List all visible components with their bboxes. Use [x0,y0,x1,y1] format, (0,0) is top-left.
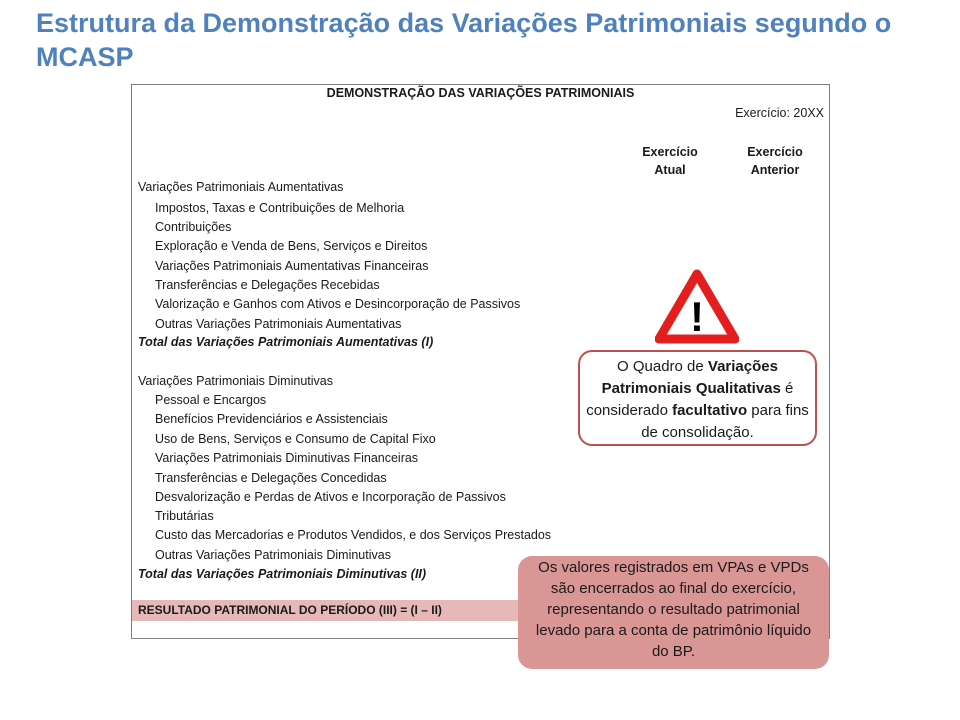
vpa-total-row: Total das Variações Patrimoniais Aumentativas (I) [138,335,434,349]
vpa-row: Transferências e Delegações Recebidas [155,278,380,292]
result-label: RESULTADO PATRIMONIAL DO PERÍODO (III) = (I – II) [138,603,442,617]
vpd-total-row: Total das Variações Patrimoniais Diminutivas (II) [138,567,427,581]
vpd-row: Custo das Mercadorias e Produtos Vendidos, e dos Serviços Prestados [155,528,552,542]
column-header-previous [730,143,820,179]
vpd-row: Transferências e Delegações Concedidas [155,471,387,485]
result-row [132,600,544,621]
vpa-row: Variações Patrimoniais Aumentativas Financeiras [155,259,429,273]
vpd-row: Uso de Bens, Serviços e Consumo de Capital Fixo [155,432,436,446]
callout-closing-note: Os valores registrados em VPAs e VPDs são encerrados ao final do exercício, representando o resultado patrimonial levado para a conta de patrimônio líquido do BP. [518,556,829,669]
column-header-current-line2: Atual [654,163,686,177]
vpd-row: Benefícios Previdenciários e Assistenciais [155,412,388,426]
vpa-section-header: Variações Patrimoniais Aumentativas [138,180,344,194]
warning-symbol: ! [690,293,704,340]
callout-qualitative-text-4: facultativo [672,402,748,419]
callout-qualitative-text-1: O Quadro de [617,358,708,375]
exercise-label: Exercício: 20XX [735,106,824,120]
column-header-current-line1: Exercício [642,145,698,159]
vpd-row: Tributárias [155,509,214,523]
table-title: DEMONSTRAÇÃO DAS VARIAÇÕES PATRIMONIAIS [326,86,635,100]
callout-qualitative-text-3: é considerado [586,380,794,419]
vpd-section-header: Variações Patrimoniais Diminutivas [138,374,333,388]
vpa-row: Outras Variações Patrimoniais Aumentativas [155,317,402,331]
callout-qualitative-note [578,350,817,446]
vpa-row: Impostos, Taxas e Contribuições de Melhoria [155,201,405,215]
vpd-row: Variações Patrimoniais Diminutivas Financeiras [155,451,419,465]
vpa-row: Exploração e Venda de Bens, Serviços e Direitos [155,239,428,253]
vpd-row: Outras Variações Patrimoniais Diminutivas [155,548,391,562]
callout-qualitative-text-2: Variações Patrimoniais Qualitativas [601,358,781,397]
warning-triangle-icon [655,268,739,344]
vpd-row: Desvalorização e Perdas de Ativos e Incorporação de Passivos [155,490,506,504]
callout-qualitative-text-5: para fins de consolidação. [641,402,809,441]
vpd-row: Pessoal e Encargos [155,393,267,407]
column-header-current [625,143,715,179]
vpa-row: Contribuições [155,220,232,234]
column-header-previous-line2: Anterior [750,163,800,177]
slide-title: Estrutura da Demonstração das Variações Patrimoniais segundo o MCASP [36,8,892,72]
column-header-previous-line1: Exercício [747,145,803,159]
vpa-row: Valorização e Ganhos com Ativos e Desincorporação de Passivos [155,297,521,311]
